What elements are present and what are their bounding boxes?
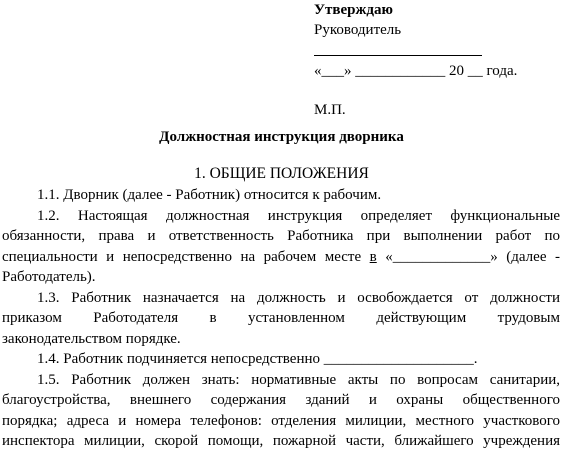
paragraph-line: законодательством порядке. (2, 330, 181, 347)
paragraph-1-4 (2, 349, 560, 370)
approval-date-line: «___» ____________ 20 __ года. (314, 63, 518, 79)
underlined-text: в (369, 248, 377, 265)
section-heading: 1. ОБЩИЕ ПОЛОЖЕНИЯ (194, 165, 369, 182)
paragraph-text: «_____________» (далее - (376, 248, 560, 265)
paragraph-line: 1.5. Работник должен знать: нормативные акты по вопросам санитарии, (37, 371, 560, 388)
approval-block (314, 0, 563, 120)
paragraph-line: инспектора милиции, скорой помощи, пожарной части, ближайшего учреждения (2, 433, 560, 449)
paragraph-line: Работодатель). (2, 269, 96, 285)
paragraph-text: специальности и непосредственно на рабочем месте (2, 248, 370, 265)
paragraph-line: 1.4. Работник подчиняется непосредственно ____________________. (37, 351, 478, 367)
paragraph-line: 1.1. Дворник (далее - Работник) относится к рабочим. (37, 187, 382, 203)
paragraph-line: 1.3. Работник назначается на должность и освобождается от должности (37, 289, 560, 306)
paragraph-1-3 (2, 288, 560, 350)
paragraph-line: обязанности, права и ответственность Работника при выполнении работ по (2, 228, 560, 244)
paragraph-1-1 (2, 185, 560, 206)
paragraph-line (2, 247, 560, 268)
paragraph-line: порядка; адреса и номера телефонов: отделения милиции, местного участкового (2, 412, 560, 429)
signature-line (314, 40, 482, 56)
paragraph-1-5 (2, 370, 560, 452)
document-title: Должностная инструкция дворника (159, 129, 404, 145)
stamp-label: М.П. (314, 102, 346, 118)
approval-heading: Утверждаю (314, 2, 393, 18)
paragraph-line: приказом Работодателя в установленном действующим трудовым (2, 310, 560, 326)
paragraph-1-2 (2, 206, 560, 288)
approval-position: Руководитель (314, 22, 402, 38)
document-body (2, 185, 560, 452)
paragraph-line: благоустройства, внешнего содержания зданий и охраны общественного (2, 392, 560, 408)
paragraph-line: 1.2. Настоящая должностная инструкция определяет функциональные (37, 207, 560, 224)
